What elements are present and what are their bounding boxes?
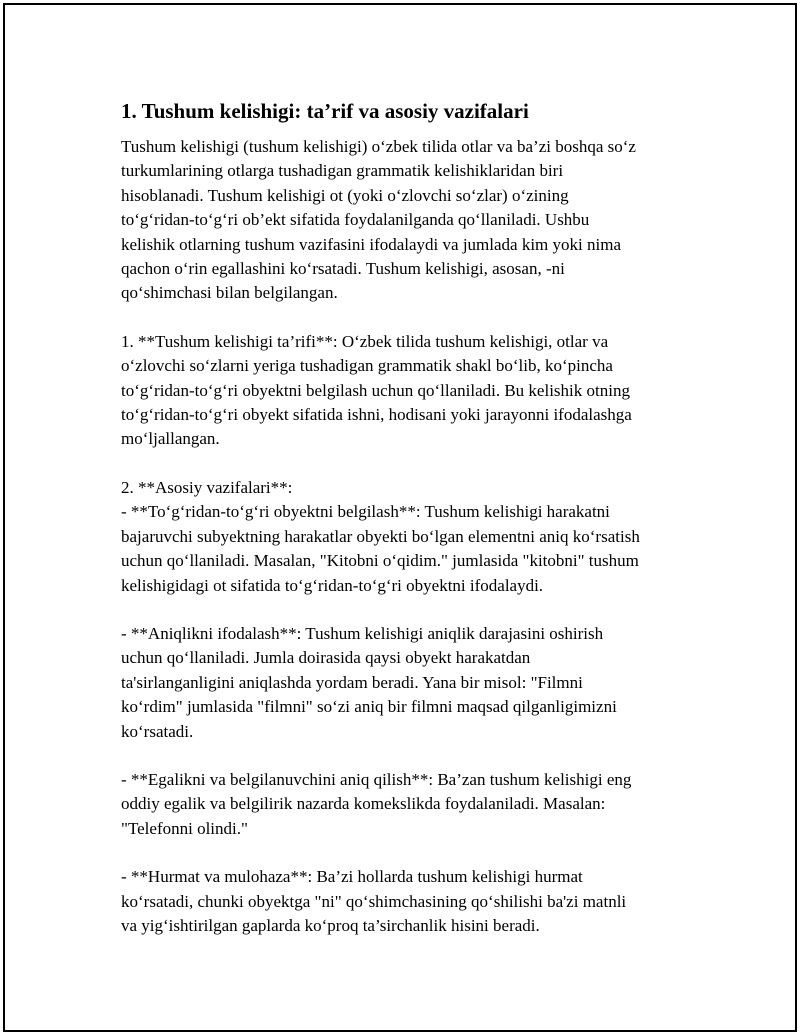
paragraph-spacer xyxy=(121,598,701,622)
document-body xyxy=(121,97,701,938)
functions-paragraph-possession: - **Egalikni va belgilanuvchini aniq qilish**: Ba’zan tushum kelishigi eng oddiy egalik va belgilirik nazarda komekslikda foydalaniladi. Masalan: "Telefonni olindi." xyxy=(121,769,632,838)
functions-paragraph-direct-object: 2. **Asosiy vazifalari**: - **To‘g‘ridan-to‘g‘ri obyektni belgilash**: Tushum kelishigi harakatni bajaruvchi subyektning harakatlar obyekti bo‘lgan elementni aniq ko‘rsatish uchun qo‘llaniladi. Masalan, "Kitobni o‘qidim." jumlasida "kitobni" tushum kelishigidagi ot sifatida to‘g‘ridan-to‘g‘ri obyektni ifodalaydi. xyxy=(121,477,640,595)
paragraph-spacer xyxy=(121,744,701,768)
functions-paragraph-definiteness: - **Aniqlikni ifodalash**: Tushum kelishigi aniqlik darajasini oshirish uchun qo‘llaniladi. Jumla doirasida qaysi obyekt harakatdan ta'sirlanganligini aniqlashda yordam beradi. Yana bir misol: "Filmni ko‘rdim" jumlasida "filmni" so‘zi aniq bir filmni maqsad qilganligimizni ko‘rsatadi. xyxy=(121,623,617,741)
intro-paragraph: Tushum kelishigi (tushum kelishigi) o‘zbek tilida otlar va ba’zi boshqa so‘z turkumlarining otlarga tushadigan grammatik kelishiklaridan biri hisoblanadi. Tushum kelishigi ot (yoki o‘zlovchi so‘zlar) o‘zining to‘g‘ridan-to‘g‘ri ob’ekt sifatida foydalanilganda qo‘llaniladi. Ushbu kelishik otlarning tushum vazifasini ifodalaydi va jumlada kim yoki nima qachon o‘rin egallashini ko‘rsatadi. Tushum kelishigi, asosan, -ni qo‘shimchasi bilan belgilangan. xyxy=(121,137,636,303)
page-frame xyxy=(3,3,797,1032)
document-title: 1. Tushum kelishigi: ta’rif va asosiy vazifalari xyxy=(121,99,529,123)
paragraph-spacer xyxy=(121,841,701,865)
functions-paragraph-respect: - **Hurmat va mulohaza**: Ba’zi hollarda tushum kelishigi hurmat ko‘rsatadi, chunki obyektga "ni" qo‘shimchasining qo‘shilishi ba'zi matnli va yig‘ishtirilgan gaplarda ko‘proq ta’sirchanlik hisini beradi. xyxy=(121,867,627,935)
paragraph-spacer xyxy=(121,452,701,476)
definition-paragraph: 1. **Tushum kelishigi ta’rifi**: O‘zbek tilida tushum kelishigi, otlar va o‘zlovchi so‘zlarni yeriga tushadigan grammatik shakl bo‘lib, ko‘pincha to‘g‘ridan-to‘g‘ri obyektni belgilash uchun qo‘llaniladi. Bu kelishik otning to‘g‘ridan-to‘g‘ri obyekt sifatida ishni, hodisani yoki jarayonni ifodalashga mo‘ljallangan. xyxy=(121,331,632,449)
paragraph-spacer xyxy=(121,306,701,330)
